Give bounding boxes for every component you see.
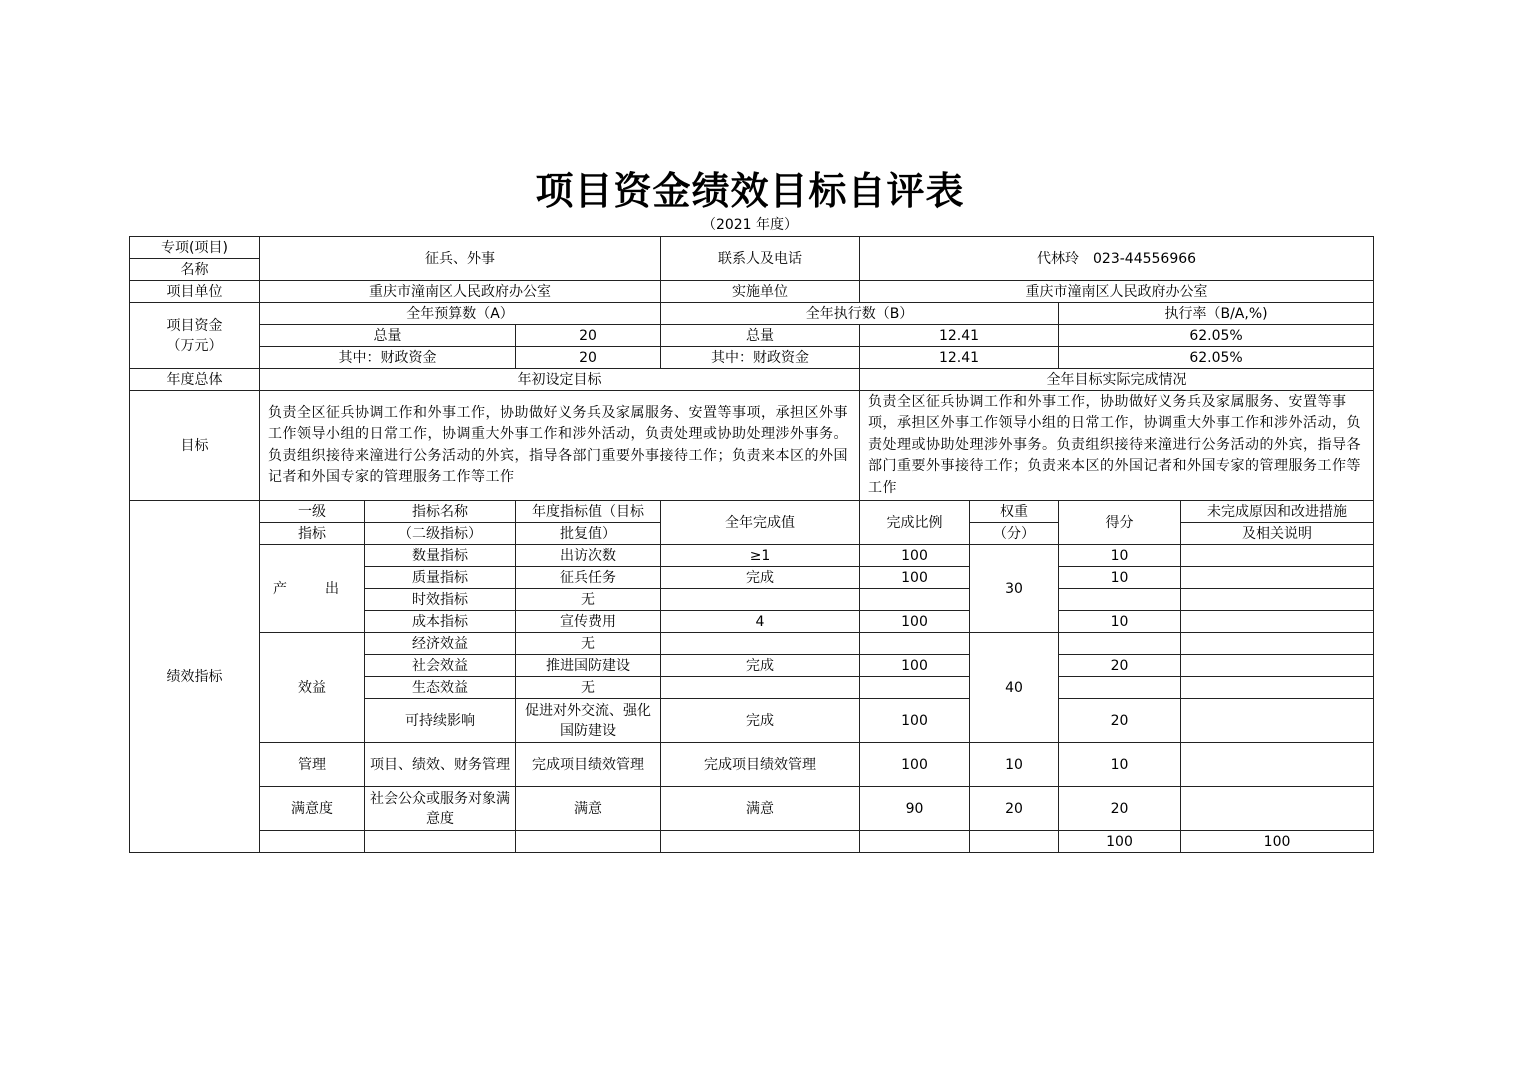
indicator-ratio: 100 (860, 545, 970, 567)
actual-goal-text: 负责全区征兵协调工作和外事工作，协助做好义务兵及家属服务、安置等事项，承担区外事工作领导小组的日常工作，协调重大外事工作和涉外活动，负责处理或协助处理涉外事务。负责组织接待来潼进行公务活动的外宾，指导各部门重要外事接待工作；负责来本区的外国记者和外国专家的管理服务工作等工作 (860, 391, 1374, 501)
total-score: 100 (1181, 831, 1374, 853)
indicator-score: 20 (1059, 699, 1181, 743)
indicator-reason (1181, 611, 1374, 633)
total-empty (970, 831, 1059, 853)
page-title: 项目资金绩效目标自评表 (535, 168, 965, 213)
evaluation-table (129, 236, 1374, 853)
indicator-score: 10 (1059, 611, 1181, 633)
indicator-target: 推进国防建设 (516, 655, 661, 677)
table-row (130, 743, 1374, 787)
fiscal-budget-value: 20 (516, 347, 661, 369)
impl-unit-value: 重庆市潼南区人民政府办公室 (860, 281, 1374, 303)
header-score: 得分 (1059, 501, 1181, 545)
total-row (130, 831, 1374, 853)
output-category: 产 出 (260, 545, 365, 633)
year-subtitle: （2021 年度） (701, 217, 799, 233)
header-actual: 全年完成值 (661, 501, 860, 545)
total-empty (516, 831, 661, 853)
indicator-actual: 4 (661, 611, 860, 633)
fiscal-exec-label: 其中：财政资金 (661, 347, 860, 369)
total-weight: 100 (1059, 831, 1181, 853)
exec-header: 全年执行数（B） (661, 303, 1059, 325)
indicator-name: 社会公众或服务对象满意度 (365, 787, 516, 831)
management-weight: 10 (970, 743, 1059, 787)
impl-unit-label: 实施单位 (661, 281, 860, 303)
indicator-actual: 完成 (661, 699, 860, 743)
indicator-name: 社会效益 (365, 655, 516, 677)
indicator-score: 10 (1059, 567, 1181, 589)
output-weight: 30 (970, 545, 1059, 633)
indicator-name: 时效指标 (365, 589, 516, 611)
header-name-b: （二级指标） (365, 523, 516, 545)
total-rate-value: 62.05% (1059, 325, 1374, 347)
indicator-ratio: 100 (860, 743, 970, 787)
fiscal-budget-label: 其中：财政资金 (260, 347, 516, 369)
table-row (130, 633, 1374, 655)
goal-label: 目标 (130, 391, 260, 501)
project-name-value: 征兵、外事 (260, 237, 661, 281)
indicator-reason (1181, 699, 1374, 743)
indicator-ratio (860, 589, 970, 611)
indicator-target: 宣传费用 (516, 611, 661, 633)
benefit-weight: 40 (970, 633, 1059, 743)
project-name-label-1: 专项(项目) (130, 237, 260, 259)
indicator-name: 经济效益 (365, 633, 516, 655)
indicator-actual: ≥1 (661, 545, 860, 567)
indicator-name: 质量指标 (365, 567, 516, 589)
indicator-actual: 完成 (661, 567, 860, 589)
funds-label-line2: （万元） (166, 337, 223, 354)
total-exec-value: 12.41 (860, 325, 1059, 347)
header-name-a: 指标名称 (365, 501, 516, 523)
indicator-ratio: 100 (860, 699, 970, 743)
indicator-target: 出访次数 (516, 545, 661, 567)
indicator-ratio (860, 677, 970, 699)
indicator-ratio: 100 (860, 567, 970, 589)
satisfaction-category: 满意度 (260, 787, 365, 831)
indicator-actual (661, 589, 860, 611)
total-budget-label: 总量 (260, 325, 516, 347)
funds-label (130, 303, 260, 369)
indicators-label: 绩效指标 (130, 501, 260, 853)
total-empty (365, 831, 516, 853)
budget-header: 全年预算数（A） (260, 303, 661, 325)
indicator-actual (661, 677, 860, 699)
indicator-target: 无 (516, 589, 661, 611)
indicator-reason (1181, 567, 1374, 589)
table-row (130, 787, 1374, 831)
indicator-ratio: 100 (860, 655, 970, 677)
indicator-score: 20 (1059, 655, 1181, 677)
indicator-score: 10 (1059, 545, 1181, 567)
project-unit-label: 项目单位 (130, 281, 260, 303)
project-name-label-2: 名称 (130, 259, 260, 281)
total-empty (661, 831, 860, 853)
indicator-reason (1181, 743, 1374, 787)
fiscal-exec-value: 12.41 (860, 347, 1059, 369)
header-weight-a: 权重 (970, 501, 1059, 523)
header-reason-a: 未完成原因和改进措施 (1181, 501, 1374, 523)
total-exec-label: 总量 (661, 325, 860, 347)
indicator-actual (661, 633, 860, 655)
indicator-name: 生态效益 (365, 677, 516, 699)
total-empty (260, 831, 365, 853)
annual-goal-label: 年度总体 (130, 369, 260, 391)
management-category: 管理 (260, 743, 365, 787)
header-level1-b: 指标 (260, 523, 365, 545)
indicator-actual: 完成项目绩效管理 (661, 743, 860, 787)
indicator-target: 完成项目绩效管理 (516, 743, 661, 787)
indicator-reason (1181, 633, 1374, 655)
total-empty (860, 831, 970, 853)
indicator-reason (1181, 677, 1374, 699)
funds-label-line1: 项目资金 (166, 317, 223, 334)
indicator-target: 促进对外交流、强化国防建设 (516, 699, 661, 743)
indicator-reason (1181, 787, 1374, 831)
indicator-name: 数量指标 (365, 545, 516, 567)
actual-goal-header: 全年目标实际完成情况 (860, 369, 1374, 391)
indicator-reason (1181, 589, 1374, 611)
indicator-score: 20 (1059, 787, 1181, 831)
satisfaction-weight: 20 (970, 787, 1059, 831)
header-level1-a: 一级 (260, 501, 365, 523)
indicator-reason (1181, 655, 1374, 677)
indicator-name: 可持续影响 (365, 699, 516, 743)
indicator-score (1059, 677, 1181, 699)
benefit-category: 效益 (260, 633, 365, 743)
indicator-score (1059, 633, 1181, 655)
indicator-actual: 完成 (661, 655, 860, 677)
header-reason-b: 及相关说明 (1181, 523, 1374, 545)
indicator-target: 无 (516, 677, 661, 699)
header-target-b: 批复值） (516, 523, 661, 545)
table-row (130, 545, 1374, 567)
indicator-name: 项目、绩效、财务管理 (365, 743, 516, 787)
indicator-reason (1181, 545, 1374, 567)
indicator-score: 10 (1059, 743, 1181, 787)
total-budget-value: 20 (516, 325, 661, 347)
set-goal-header: 年初设定目标 (260, 369, 860, 391)
header-ratio: 完成比例 (860, 501, 970, 545)
indicator-name: 成本指标 (365, 611, 516, 633)
indicator-ratio (860, 633, 970, 655)
fiscal-rate-value: 62.05% (1059, 347, 1374, 369)
rate-header: 执行率（B/A,%) (1059, 303, 1374, 325)
header-weight-b: （分） (970, 523, 1059, 545)
contact-label: 联系人及电话 (661, 237, 860, 281)
indicator-ratio: 90 (860, 787, 970, 831)
indicator-actual: 满意 (661, 787, 860, 831)
contact-value: 代林玲 023-44556966 (860, 237, 1374, 281)
indicator-target: 无 (516, 633, 661, 655)
set-goal-text: 负责全区征兵协调工作和外事工作，协助做好义务兵及家属服务、安置等事项，承担区外事工作领导小组的日常工作，协调重大外事工作和涉外活动，负责处理或协助处理涉外事务。负责组织接待来潼进行公务活动的外宾，指导各部门重要外事接待工作；负责来本区的外国记者和外国专家的管理服务工作等工作 (260, 391, 860, 501)
indicator-target: 征兵任务 (516, 567, 661, 589)
project-unit-value: 重庆市潼南区人民政府办公室 (260, 281, 661, 303)
indicator-target: 满意 (516, 787, 661, 831)
header-target-a: 年度指标值（目标 (516, 501, 661, 523)
indicator-score (1059, 589, 1181, 611)
indicator-ratio: 100 (860, 611, 970, 633)
